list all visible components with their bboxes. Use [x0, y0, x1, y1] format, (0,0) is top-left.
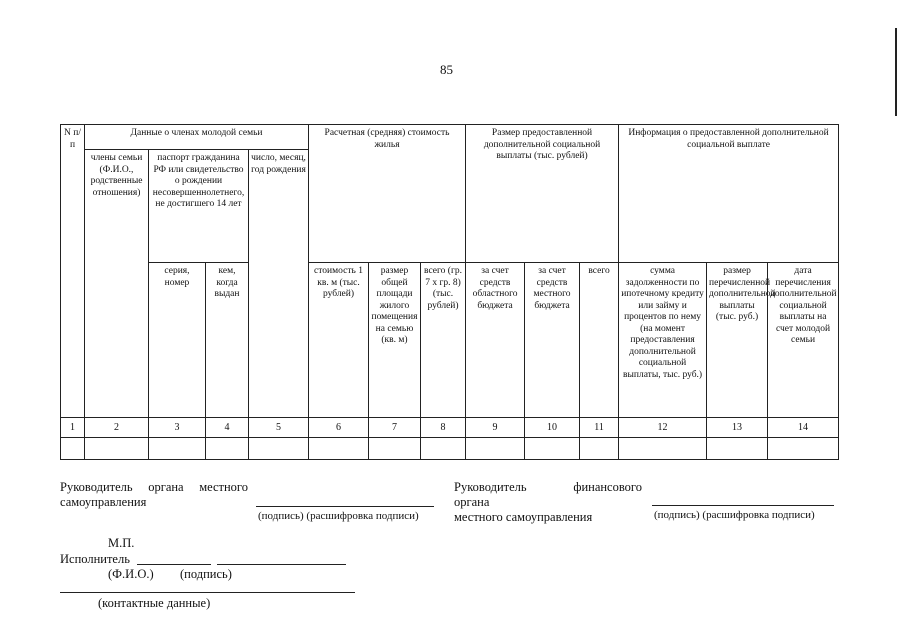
- stamp-place: М.П.: [108, 536, 135, 550]
- empty-cell[interactable]: [206, 438, 249, 460]
- page-number: 85: [440, 62, 453, 77]
- column-number: 2: [85, 418, 149, 438]
- empty-cell[interactable]: [149, 438, 206, 460]
- header-payment-total: всего: [580, 263, 619, 418]
- header-row-number: N п/п: [61, 125, 85, 418]
- column-number: 3: [149, 418, 206, 438]
- header-cost-per-m2: стоимость 1 кв. м (тыс. рублей): [309, 263, 369, 418]
- table-row: [61, 438, 839, 460]
- header-birth-date: число, месяц, год рождения: [249, 150, 309, 418]
- contacts-line[interactable]: [60, 592, 355, 593]
- header-housing-cost: Расчетная (средняя) стоимость жилья: [309, 125, 466, 263]
- executor-signature-caption: (подпись): [180, 567, 232, 581]
- empty-cell[interactable]: [61, 438, 85, 460]
- column-number: 1: [61, 418, 85, 438]
- column-number: 8: [421, 418, 466, 438]
- right-signature-line[interactable]: [652, 505, 834, 506]
- header-payment-size: Размер предоставленной дополнительной социальной выплаты (тыс. рублей): [466, 125, 619, 263]
- column-number: 4: [206, 418, 249, 438]
- right-signer-title-line1: Руководитель финансового: [454, 480, 642, 494]
- empty-cell[interactable]: [369, 438, 421, 460]
- right-signer-title-line2: органа: [454, 495, 490, 509]
- header-mortgage-debt: сумма задолженности по ипотечному кредиту или займу и процентов по нему (на момент предоставления дополнительной социальной выплаты, тыс. руб.): [619, 263, 707, 418]
- left-signature-line[interactable]: [256, 506, 434, 507]
- empty-cell[interactable]: [466, 438, 525, 460]
- column-number: 7: [369, 418, 421, 438]
- empty-cell[interactable]: [85, 438, 149, 460]
- column-number: 13: [707, 418, 768, 438]
- column-number: 9: [466, 418, 525, 438]
- executor-label: Исполнитель: [60, 552, 130, 566]
- header-local-budget: за счет средств местного бюджета: [525, 263, 580, 418]
- right-signer-title-line3: местного самоуправления: [454, 510, 593, 524]
- left-signature-caption: (подпись) (расшифровка подписи): [258, 510, 419, 522]
- header-total-cost: всего (гр. 7 х гр. 8) (тыс. рублей): [421, 263, 466, 418]
- empty-cell[interactable]: [525, 438, 580, 460]
- left-signer-title-line1: Руководитель органа местного: [60, 480, 248, 494]
- column-number: 14: [768, 418, 839, 438]
- empty-cell[interactable]: [580, 438, 619, 460]
- contacts-caption: (контактные данные): [98, 596, 211, 610]
- executor-fio-caption: (Ф.И.О.): [108, 567, 154, 581]
- header-transferred-amount: размер перечисленной дополнительной выплаты (тыс. руб.): [707, 263, 768, 418]
- column-number: 12: [619, 418, 707, 438]
- header-living-area: размер общей площади жилого помещения на семью (кв. м): [369, 263, 421, 418]
- column-number: 10: [525, 418, 580, 438]
- executor-name-line[interactable]: [137, 564, 211, 565]
- right-signature-caption: (подпись) (расшифровка подписи): [654, 509, 815, 521]
- empty-cell[interactable]: [768, 438, 839, 460]
- empty-cell[interactable]: [249, 438, 309, 460]
- column-number: 6: [309, 418, 369, 438]
- page-edge-mark: [895, 28, 897, 116]
- empty-cell[interactable]: [619, 438, 707, 460]
- empty-cell[interactable]: [707, 438, 768, 460]
- header-transfer-date: дата перечисления дополнительной социальной выплаты на счет молодой семьи: [768, 263, 839, 418]
- executor-signature-line[interactable]: [217, 564, 346, 565]
- column-number: 11: [580, 418, 619, 438]
- column-number: 5: [249, 418, 309, 438]
- header-payment-info: Информация о предоставленной дополнительной социальной выплате: [619, 125, 839, 263]
- empty-cell[interactable]: [309, 438, 369, 460]
- header-family-data: Данные о членах молодой семьи: [85, 125, 309, 150]
- header-family-members: члены семьи (Ф.И.О., родственные отношения): [85, 150, 149, 418]
- empty-cell[interactable]: [421, 438, 466, 460]
- header-series-number: серия, номер: [149, 263, 206, 418]
- payment-info-table: [60, 124, 839, 460]
- header-issued-by: кем, когда выдан: [206, 263, 249, 418]
- header-regional-budget: за счет средств областного бюджета: [466, 263, 525, 418]
- left-signer-title-line2: самоуправления: [60, 495, 147, 509]
- header-passport: паспорт гражданина РФ или свидетельство о рождении несовершеннолетнего, не достигшего 14 лет: [149, 150, 249, 263]
